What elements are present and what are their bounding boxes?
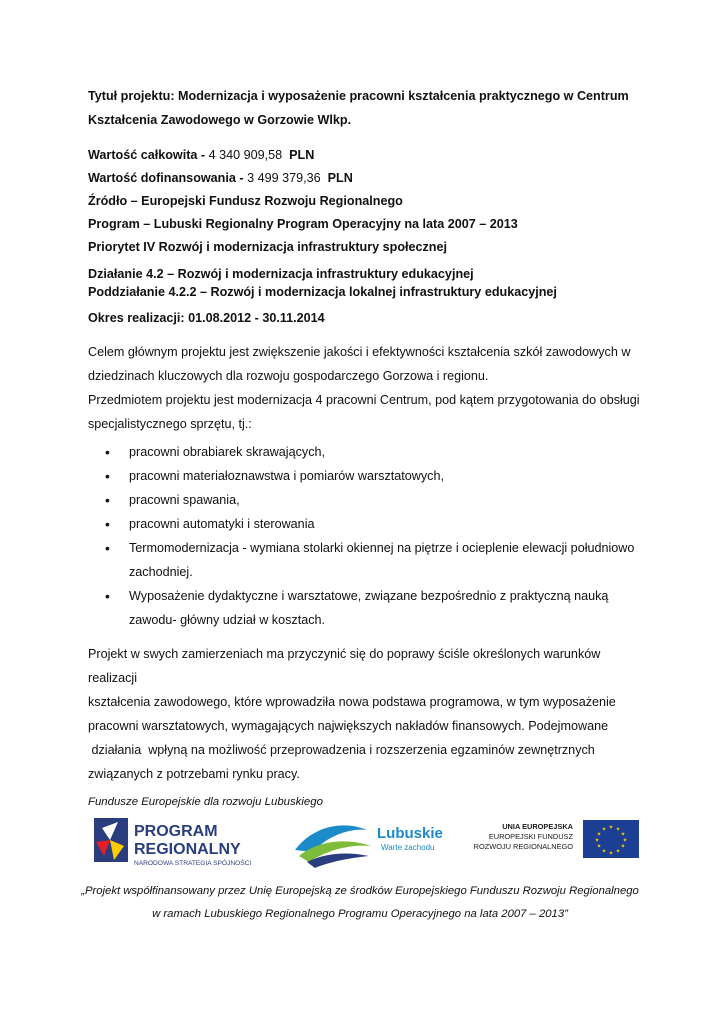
subaction: Poddziałanie 4.2.2 – Rozwój i modernizacja lokalnej infrastruktury edukacyjnej — [88, 285, 557, 299]
document-body — [88, 84, 648, 808]
svg-text:★: ★ — [601, 848, 607, 855]
value-total — [88, 144, 648, 167]
logo-eu-line2: EUROPEJSKI FUNDUSZ — [488, 832, 573, 841]
svg-text:★: ★ — [601, 826, 607, 833]
intro-p1-line2: dziedzinach kluczowych dla rozwoju gospodarczego Gorzowa i regionu. — [88, 369, 489, 383]
value-cofinance-currency: PLN — [327, 171, 353, 185]
value-total-amount: 4 340 909,58 — [208, 148, 283, 162]
svg-text:★: ★ — [596, 831, 602, 838]
value-cofinance-amount: 3 499 379,36 — [247, 171, 321, 185]
action: Działanie 4.2 – Rozwój i modernizacja infrastruktury edukacyjnej — [88, 267, 474, 281]
closing-line: pracowni warsztatowych, wymagających największych nakładów finansowych. Podejmowane — [88, 719, 609, 733]
logo-eu-line1: UNIA EUROPEJSKA — [502, 822, 573, 831]
list-item: • pracowni obrabiarek skrawających, — [129, 440, 648, 464]
svg-text:★: ★ — [620, 831, 626, 838]
realization-period: Okres realizacji: 01.08.2012 - 30.11.2014 — [88, 311, 325, 325]
priority: Priorytet IV Rozwój i modernizacja infrastruktury społecznej — [88, 240, 448, 254]
footer-line2: w ramach Lubuskiego Regionalnego Programu Operacyjnego na lata 2007 – 2013” — [152, 908, 568, 920]
value-cofinance-label: Wartość dofinansowania - — [88, 171, 248, 185]
list-item-line: zawodu- główny udział w kosztach. — [129, 613, 325, 627]
logo-program-line1: PROGRAM — [134, 823, 218, 840]
closing-paragraph — [88, 642, 648, 786]
closing-line: działania wpłyną na możliwość przeprowadzenia i rozszerzenia egzaminów zewnętrznych — [88, 743, 595, 757]
lubuskie-logo — [293, 812, 453, 872]
svg-text:★: ★ — [615, 848, 621, 855]
list-item-line: Termomodernizacja - wymiana stolarki okiennej na piętrze i ocieplenie elewacji południowo — [129, 541, 635, 555]
funds-caption: Fundusze Europejskie dla rozwoju Lubuskiego — [88, 796, 323, 808]
svg-text:★: ★ — [615, 826, 621, 833]
list-item — [129, 536, 648, 584]
value-total-currency: PLN — [289, 148, 315, 162]
project-title — [88, 84, 648, 132]
svg-text:★: ★ — [596, 843, 602, 850]
value-total-label: Wartość całkowita - — [88, 148, 209, 162]
list-item-line: Wyposażenie dydaktyczne i warsztatowe, związane bezpośrednio z praktyczną nauką — [129, 589, 609, 603]
program-regionalny-logo — [88, 812, 268, 872]
intro-p2-line1: Przedmiotem projektu jest modernizacja 4 pracowni Centrum, pod kątem przygotowania do obsługi — [88, 393, 640, 407]
project-title-line1: Tytuł projektu: Modernizacja i wyposażenie pracowni kształcenia praktycznego w Centrum — [88, 89, 629, 103]
intro-paragraph-2 — [88, 388, 648, 436]
intro-paragraph-1 — [88, 340, 648, 388]
list-item — [129, 584, 648, 632]
intro-p2-line2: specjalistycznego sprzętu, tj.: — [88, 417, 252, 431]
svg-text:★: ★ — [594, 837, 600, 844]
closing-line: związanych z potrzebami rynku pracy. — [88, 767, 300, 781]
intro-p1-line1: Celem głównym projektu jest zwiększenie jakości i efektywności kształcenia szkół zawodowych w — [88, 345, 631, 359]
logo-strip — [88, 812, 648, 872]
project-title-line2: Kształcenia Zawodowego w Gorzowie Wlkp. — [88, 113, 352, 127]
eu-logo — [473, 820, 648, 862]
list-item: • pracowni spawania, — [129, 488, 648, 512]
cofinancing-footer — [60, 880, 660, 926]
closing-line: kształcenia zawodowego, które wprowadziła nowa podstawa programowa, w tym wyposażenie — [88, 695, 616, 709]
funding-source: Źródło – Europejski Fundusz Rozwoju Regionalnego — [88, 194, 403, 208]
svg-text:★: ★ — [608, 850, 614, 857]
footer-line1: „Projekt współfinansowany przez Unię Europejską ze środków Europejskiego Funduszu Rozwoju Regionalnego — [81, 885, 639, 897]
eu-flag-icon — [583, 820, 639, 858]
list-item: • pracowni materiałoznawstwa i pomiarów warsztatowych, — [129, 464, 648, 488]
logo-program-line3: NARODOWA STRATEGIA SPÓJNOŚCI — [134, 860, 252, 867]
svg-text:★: ★ — [620, 843, 626, 850]
svg-text:★: ★ — [622, 837, 628, 844]
logo-program-line2: REGIONALNY — [134, 841, 241, 858]
scope-list — [88, 440, 648, 632]
logo-lubuskie-tagline: Warte zachodu — [381, 843, 435, 852]
program-name: Program – Lubuski Regionalny Program Operacyjny na lata 2007 – 2013 — [88, 217, 518, 231]
svg-text:★: ★ — [608, 824, 614, 831]
logo-lubuskie-name: Lubuskie — [377, 825, 443, 842]
list-item-line: zachodniej. — [129, 565, 193, 579]
logo-eu-line3: ROZWOJU REGIONALNEGO — [473, 842, 573, 851]
closing-line: Projekt w swych zamierzeniach ma przyczynić się do poprawy ściśle określonych warunków realizacji — [88, 647, 601, 685]
list-item: • pracowni automatyki i sterowania — [129, 512, 648, 536]
value-cofinance — [88, 167, 648, 190]
